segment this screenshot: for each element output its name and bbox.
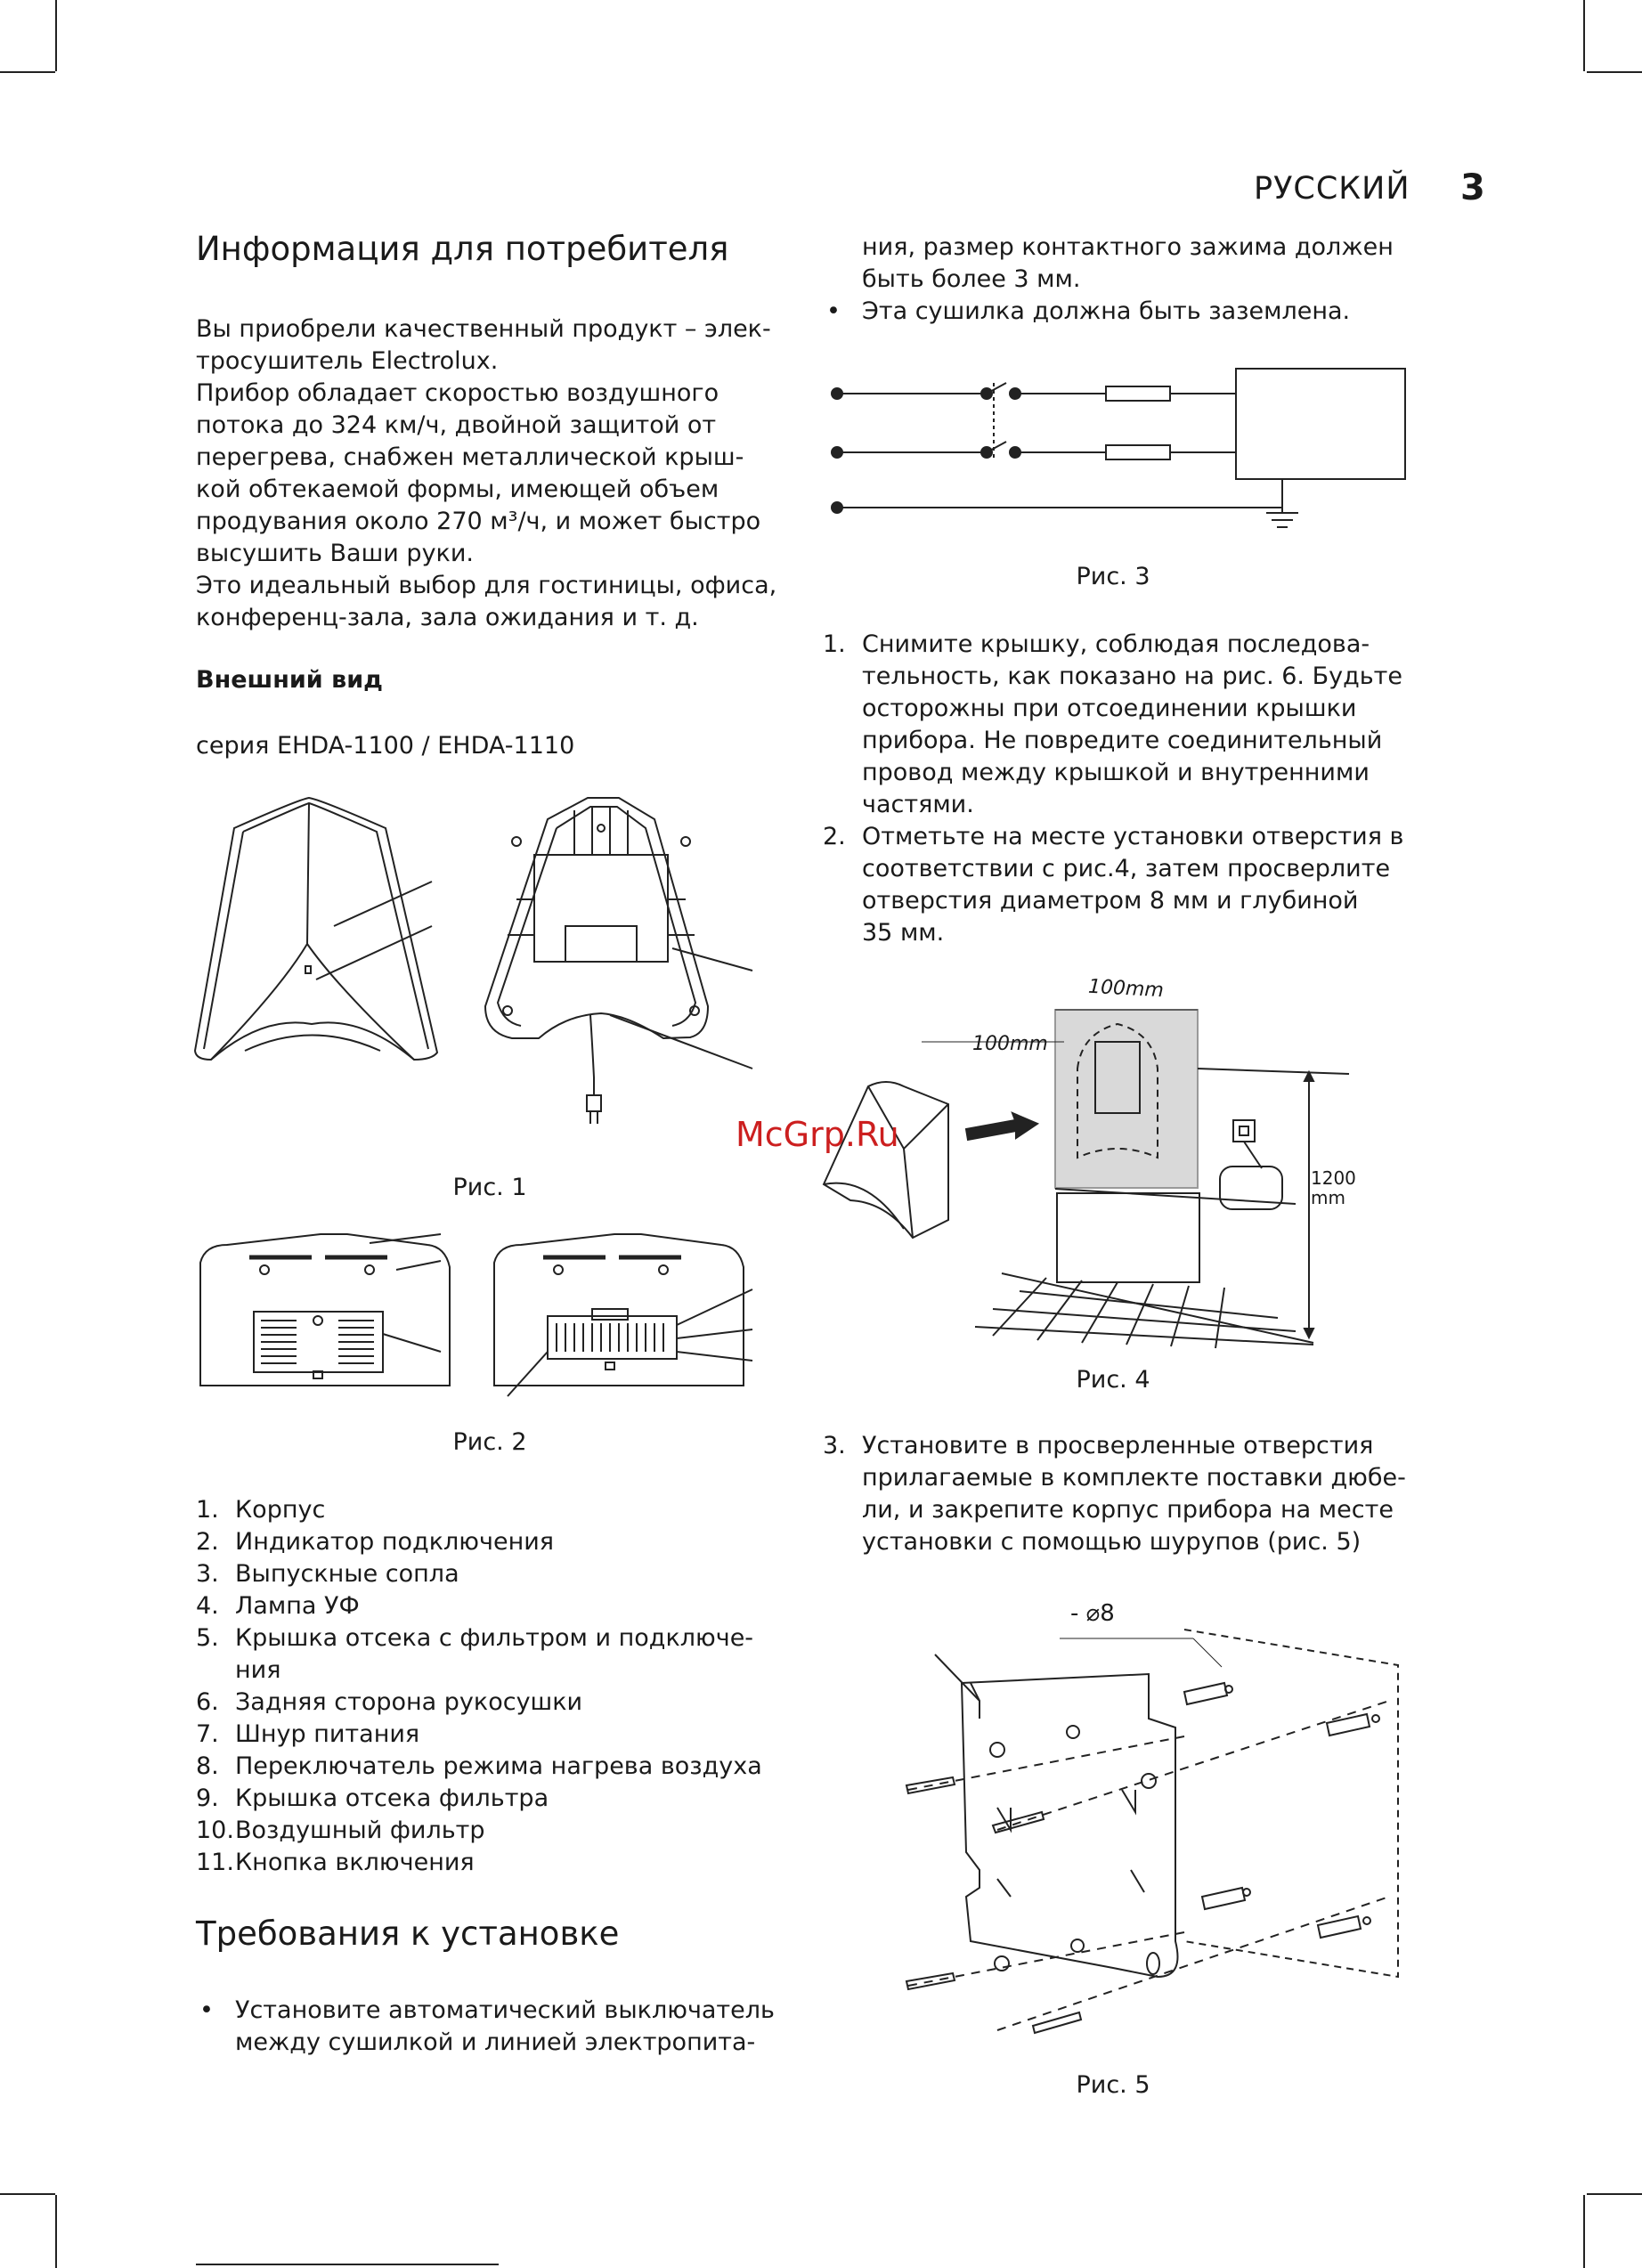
list-item: 3. Установите в просверленные отверстия прилагаемые в комплекте поставки дюбе- ли, и закрепите корпус прибора на месте установки с помощью шурупов (рис. 5) xyxy=(823,1432,1406,1556)
wiring-diagram xyxy=(819,356,1425,552)
figure-2 xyxy=(191,1227,761,1405)
section-title-consumer-info: Информация для потребителя xyxy=(196,230,729,268)
list-item: 8. Переключатель режима нагрева воздуха xyxy=(196,1752,762,1780)
series-label: серия EHDA-1100 / EHDA-1110 xyxy=(196,732,575,760)
install-step-3 xyxy=(823,1430,1446,1558)
list-item: 7. Шнур питания xyxy=(196,1720,420,1748)
fig1-caption: Рис. 1 xyxy=(452,1174,527,1201)
dim-label-top: 100mm xyxy=(1087,975,1165,1003)
list-item: 6. Задняя сторона рукосушки xyxy=(196,1688,583,1716)
page-number: 3 xyxy=(1460,167,1485,208)
fig3-caption: Рис. 3 xyxy=(1076,563,1150,590)
hand-dryer-front-back-drawing xyxy=(191,793,761,1149)
fig4-caption: Рис. 4 xyxy=(1076,1366,1150,1394)
list-item: 9. Крышка отсека фильтра xyxy=(196,1784,549,1812)
crop-mark xyxy=(1583,0,1585,71)
crop-mark xyxy=(0,71,55,73)
dim-label-side: 100mm xyxy=(972,1033,1048,1055)
figure-4-mounting-height xyxy=(815,971,1367,1362)
watermark: McGrp.Ru xyxy=(736,1115,899,1154)
crop-mark xyxy=(55,0,57,71)
list-item: 2. Индикатор подключения xyxy=(196,1528,555,1556)
list-item: 10. Воздушный фильтр xyxy=(196,1817,485,1844)
parts-list xyxy=(196,1494,793,1879)
requirements-list xyxy=(196,1995,793,2059)
crop-mark xyxy=(1587,2193,1642,2195)
intro-paragraph: Прибор обладает скоростью воздушного потока до 324 км/ч, двойной защитой от перегрева, снабжен металлической крыш- кой обтекаемой формы, имеющей объем продувания около 270 м³/ч, и может быстро высушить Ваши руки. xyxy=(196,379,761,567)
install-steps xyxy=(823,629,1446,949)
list-item: 4. Лампа УФ xyxy=(196,1592,360,1620)
section-title-installation: Требования к установке xyxy=(196,1914,620,1953)
intro-text xyxy=(196,313,784,634)
list-item: 1. Снимите крышку, соблюдая последова- тельность, как показано на рис. 6. Будьте осторожны при отсоединении крышки прибора. Не повредите соединительный провод между крышкой и внутренними частями. xyxy=(823,630,1402,818)
list-item: 1. Корпус xyxy=(196,1496,326,1524)
diameter-label: - ⌀8 xyxy=(1070,1600,1115,1627)
ground-list xyxy=(823,296,1446,328)
figure-5-screws xyxy=(890,1603,1425,2066)
mounting-position-drawing xyxy=(815,971,1367,1362)
figure-3-wiring xyxy=(819,356,1425,552)
header-language: РУССКИЙ xyxy=(1254,171,1410,207)
appearance-heading: Внешний вид xyxy=(196,666,383,694)
crop-mark xyxy=(0,2193,55,2195)
mounting-plate-screws-drawing xyxy=(890,1603,1425,2066)
list-item: 5. Крышка отсека с фильтром и подключе- ния xyxy=(196,1624,754,1684)
list-item: 3. Выпускные сопла xyxy=(196,1560,459,1588)
list-item: • Эта сушилка должна быть заземлена. xyxy=(826,297,1351,325)
crop-mark xyxy=(196,2264,499,2265)
list-item: 2. Отметьте на месте установки отверстия в соответствии с рис.4, затем просверлите отверстия диаметром 8 мм и глубиной 35 мм. xyxy=(823,823,1404,947)
fig2-caption: Рис. 2 xyxy=(452,1428,527,1456)
hand-dryer-bottom-view-drawing xyxy=(191,1227,761,1405)
list-item: • Установите автоматический выключатель между сушилкой и линией электропита- xyxy=(199,1996,775,2056)
list-item: 11. Кнопка включения xyxy=(196,1849,475,1876)
crop-mark xyxy=(1587,71,1642,73)
fig5-caption: Рис. 5 xyxy=(1076,2071,1150,2099)
crop-mark xyxy=(1583,2195,1585,2268)
intro-paragraph: Вы приобрели качественный продукт – элек- тросушитель Electrolux. xyxy=(196,315,771,375)
intro-paragraph: Это идеальный выбор для гостиницы, офиса, конференц-зала, зала ожидания и т. д. xyxy=(196,572,777,631)
dim-label-height: 1200 mm xyxy=(1311,1167,1356,1208)
crop-mark xyxy=(55,2195,57,2268)
figure-1 xyxy=(191,793,761,1149)
continued-text: ния, размер контактного зажима должен быть более 3 мм. xyxy=(862,233,1394,293)
